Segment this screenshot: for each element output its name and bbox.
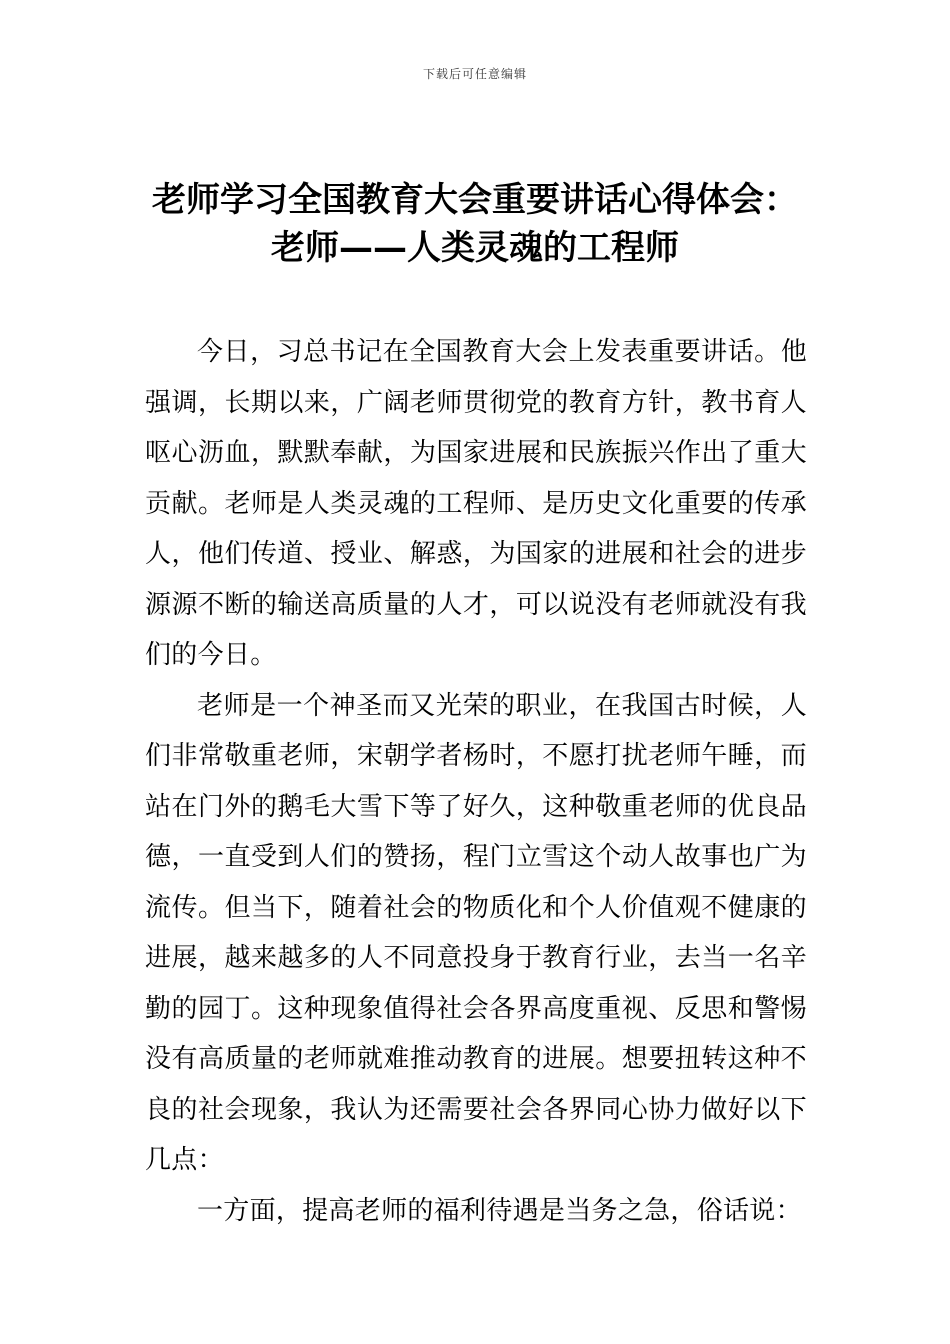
body-text (145, 327, 807, 1236)
header-note: 下载后可任意编辑 (422, 67, 527, 81)
title-line-1: 老师学习全国教育大会重要讲话心得体会： (152, 180, 798, 220)
title-line-2: 老师——人类灵魂的工程师 (271, 228, 679, 268)
document-title (100, 176, 850, 272)
paragraph-1: 今日，习总书记在全国教育大会上发表重要讲话。他强调，长期以来，广阔老师贯彻党的教育方针，教书育人呕心沥血，默默奉献，为国家进展和民族振兴作出了重大贡献。老师是人类灵魂的工程师、是历史文化重要的传承人，他们传道、授业、解惑，为国家的进展和社会的进步源源不断的输送高质量的人才，可以说没有老师就没有我们的今日。 (145, 337, 807, 670)
paragraph-3: 一方面，提高老师的福利待遇是当务之急，俗话说： (197, 1195, 802, 1226)
paragraph-2: 老师是一个神圣而又光荣的职业，在我国古时候，人们非常敬重老师，宋朝学者杨时，不愿打扰老师午睡，而站在门外的鹅毛大雪下等了好久，这种敬重老师的优良品德，一直受到人们的赞扬，程门立雪这个动人故事也广为流传。但当下，随着社会的物质化和个人价值观不健康的进展，越来越多的人不同意投身于教育行业，去当一名辛勤的园丁。这种现象值得社会各界高度重视、反思和警惕没有高质量的老师就难推动教育的进展。想要扭转这种不良的社会现象，我认为还需要社会各界同心协力做好以下几点： (145, 690, 807, 1175)
